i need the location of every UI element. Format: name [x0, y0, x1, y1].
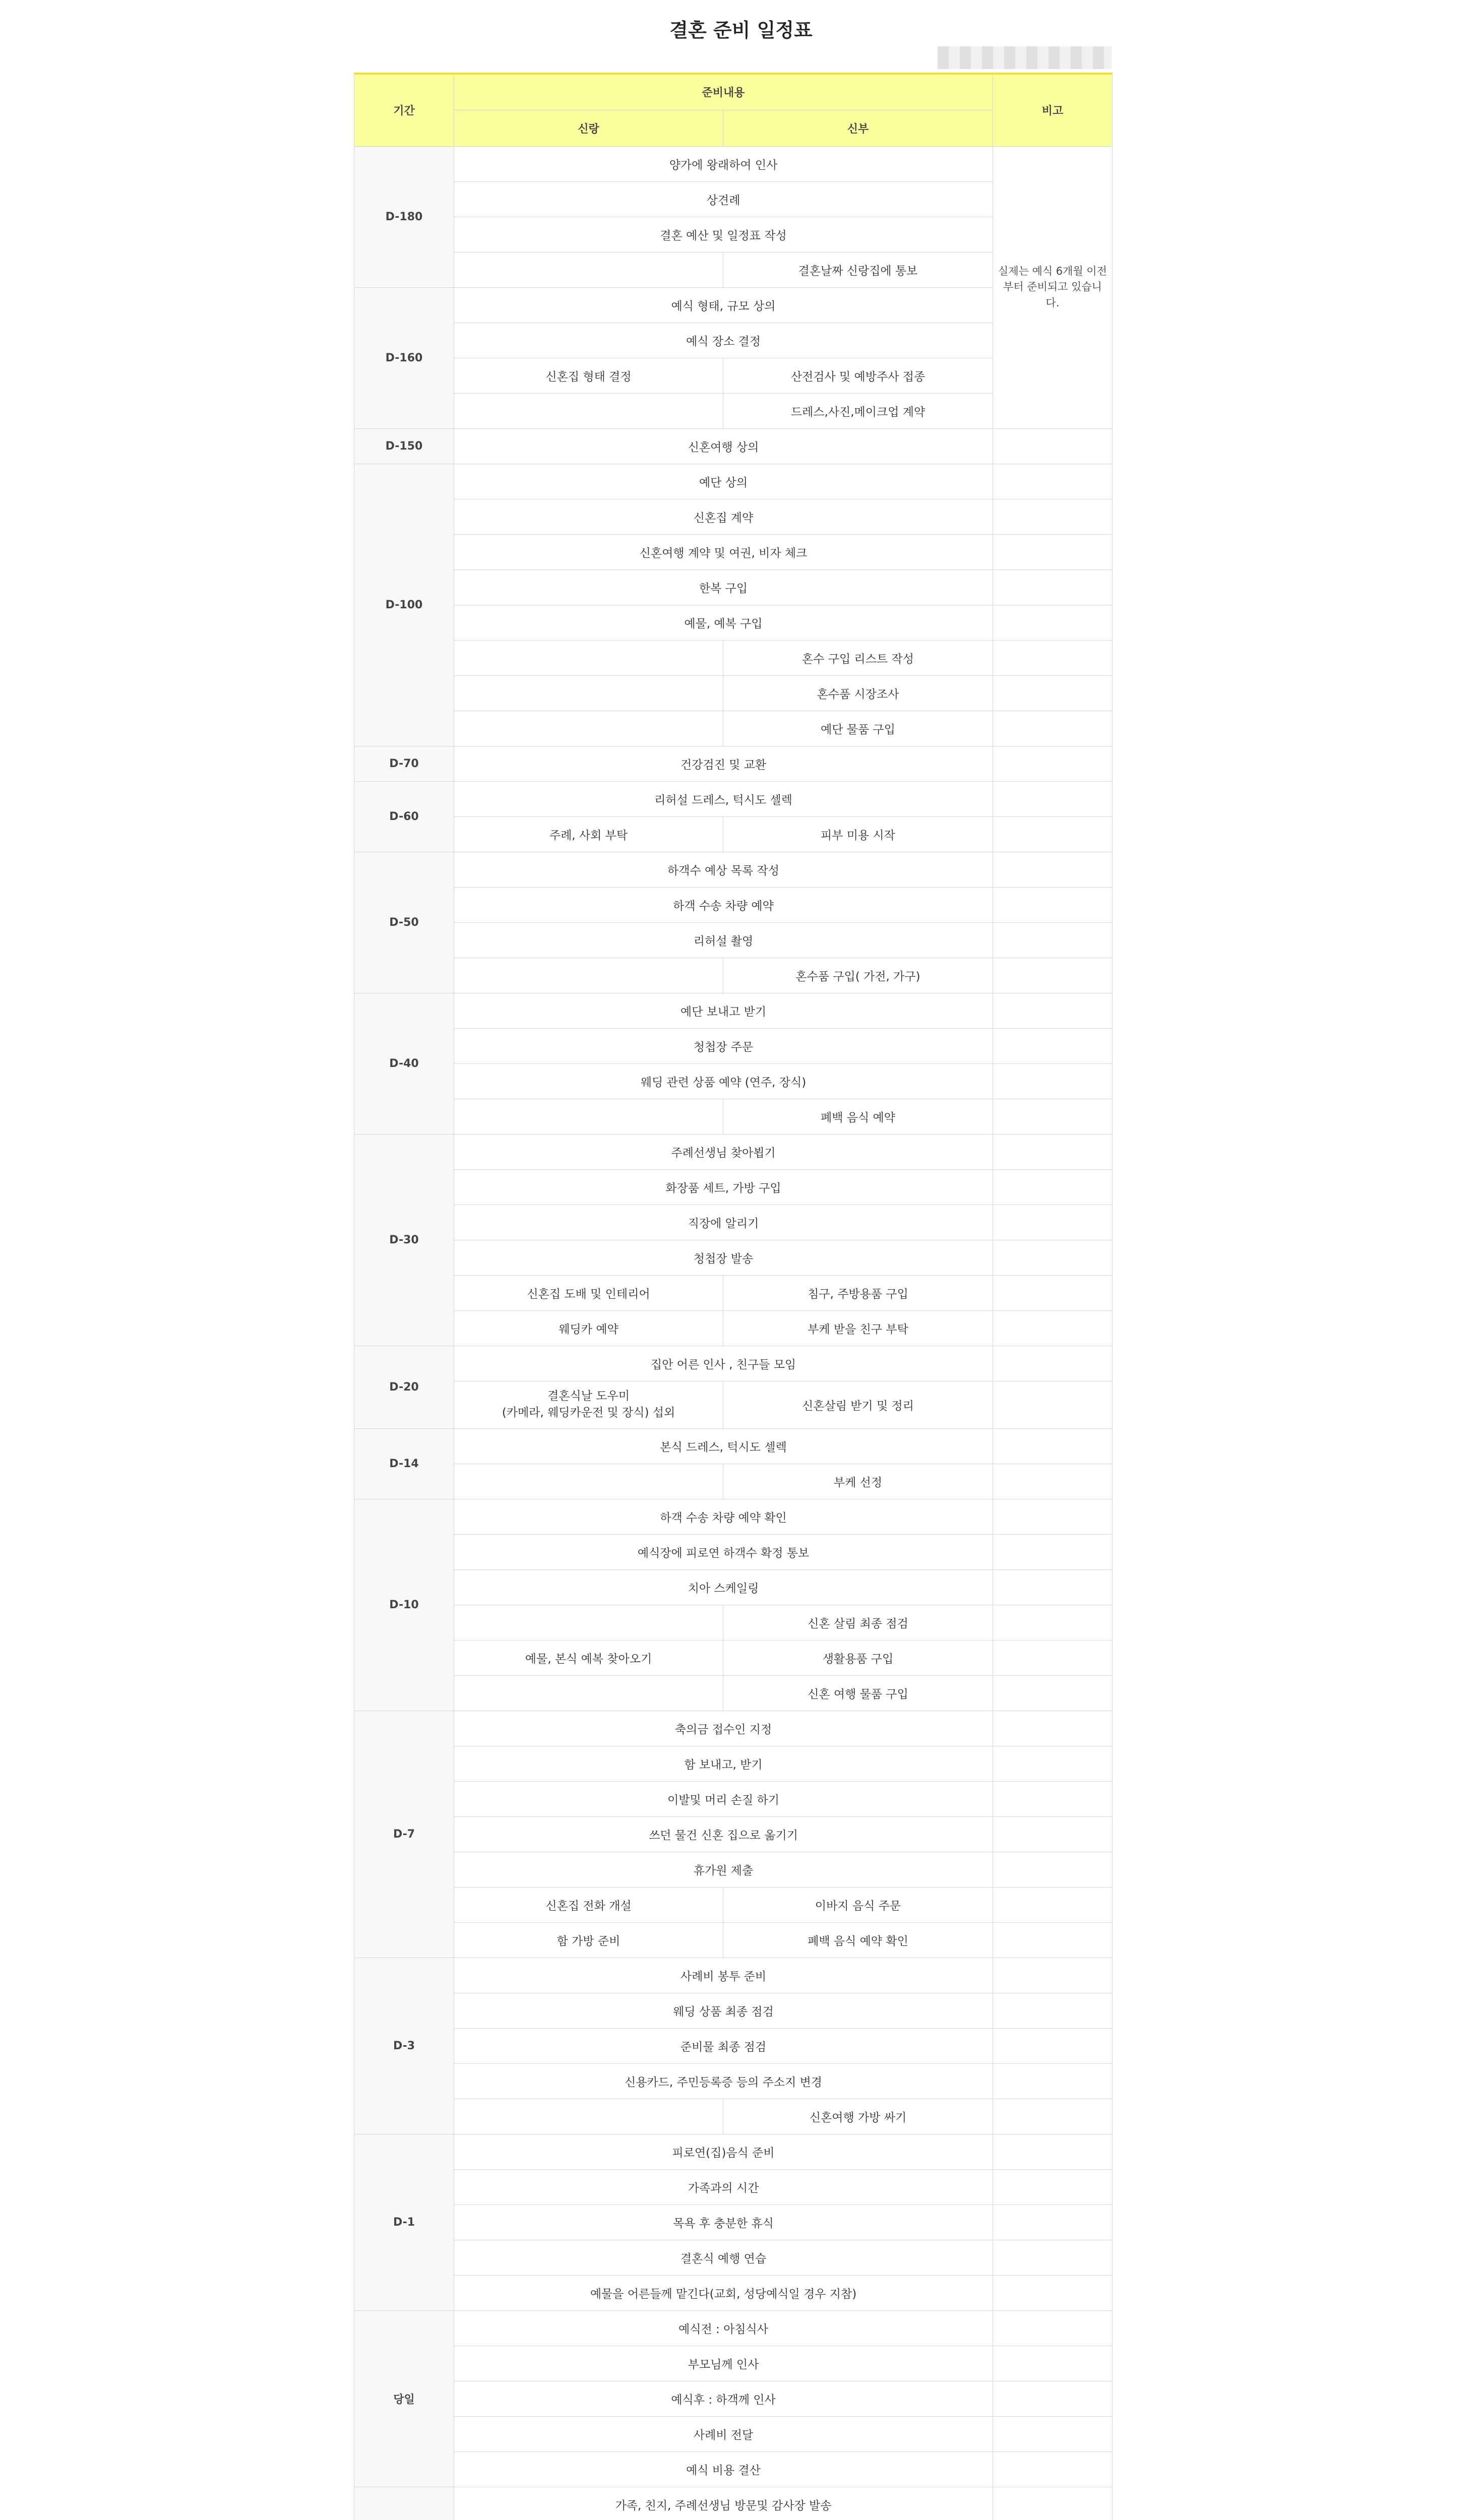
- task-groom-cell: [454, 958, 723, 993]
- task-both-cell: 신혼여행 상의: [454, 428, 993, 464]
- note-cell-empty: [993, 1346, 1113, 1381]
- note-cell-empty: [993, 1887, 1113, 1922]
- table-row: [354, 464, 1113, 499]
- note-cell-empty: [993, 1534, 1113, 1569]
- period-cell: D-7: [354, 1711, 454, 1958]
- table-row: [354, 781, 1113, 816]
- table-row: [354, 2275, 1113, 2310]
- table-row: [354, 2204, 1113, 2240]
- note-cell-empty: [993, 1205, 1113, 1240]
- task-both-cell: 결혼 예산 및 일정표 작성: [454, 217, 993, 252]
- task-both-cell: 신혼여행 계약 및 여권, 비자 체크: [454, 534, 993, 570]
- task-both-cell: 화장품 세트, 가방 구입: [454, 1169, 993, 1205]
- task-groom-cell: [454, 711, 723, 746]
- table-row: [354, 640, 1113, 675]
- table-row: [354, 1958, 1113, 1993]
- note-cell-empty: [993, 640, 1113, 675]
- table-row: [354, 1275, 1113, 1310]
- note-cell-empty: [993, 2416, 1113, 2451]
- note-cell-empty: [993, 2240, 1113, 2275]
- period-cell: D-1: [354, 2134, 454, 2310]
- table-row: [354, 570, 1113, 605]
- task-groom-cell: 주례, 사회 부탁: [454, 816, 723, 852]
- task-bride-cell: 혼수 구입 리스트 작성: [723, 640, 993, 675]
- task-bride-cell: 침구, 주방용품 구입: [723, 1275, 993, 1310]
- task-bride-cell: 부케 선정: [723, 1464, 993, 1499]
- table-row: [354, 1169, 1113, 1205]
- note-cell-empty: [993, 1569, 1113, 1605]
- task-groom-cell: 웨딩카 예약: [454, 1310, 723, 1346]
- task-groom-cell: [454, 252, 723, 287]
- table-row: [354, 2487, 1113, 2520]
- task-bride-cell: 부케 받을 친구 부탁: [723, 1310, 993, 1346]
- note-cell-empty: [993, 1640, 1113, 1675]
- note-cell-empty: [993, 1381, 1113, 1428]
- table-row: [354, 1310, 1113, 1346]
- table-row: [354, 605, 1113, 640]
- table-row: [354, 1569, 1113, 1605]
- note-cell-empty: [993, 2451, 1113, 2487]
- task-both-cell: 예물, 예복 구입: [454, 605, 993, 640]
- table-row: [354, 746, 1113, 781]
- note-cell-empty: [993, 2204, 1113, 2240]
- table-row: [354, 1922, 1113, 1958]
- task-groom-cell: 함 가방 준비: [454, 1922, 723, 1958]
- table-row: [354, 2028, 1113, 2063]
- table-body: [354, 146, 1113, 2520]
- note-cell-empty: [993, 887, 1113, 922]
- task-both-cell: 준비물 최종 점검: [454, 2028, 993, 2063]
- note-cell-empty: [993, 2275, 1113, 2310]
- table-row: [354, 993, 1113, 1028]
- note-cell-empty: [993, 958, 1113, 993]
- note-cell-empty: [993, 922, 1113, 958]
- note-cell-empty: [993, 1134, 1113, 1169]
- table-row: [354, 1675, 1113, 1711]
- note-cell-empty: [993, 781, 1113, 816]
- task-both-cell: 하객 수송 차량 예약 확인: [454, 1499, 993, 1534]
- task-both-cell: 예식전 : 아침식사: [454, 2310, 993, 2346]
- note-cell-empty: [993, 2028, 1113, 2063]
- note-cell-empty: [993, 499, 1113, 534]
- task-groom-cell: 신혼집 도배 및 인테리어: [454, 1275, 723, 1310]
- table-row: [354, 2346, 1113, 2381]
- task-bride-cell: 신혼 살림 최종 점검: [723, 1605, 993, 1640]
- task-bride-cell: 폐백 음식 예약: [723, 1099, 993, 1134]
- task-groom-cell: [454, 675, 723, 711]
- task-groom-cell: [454, 2099, 723, 2134]
- task-groom-cell: [454, 1675, 723, 1711]
- task-both-cell: 가족과의 시간: [454, 2169, 993, 2204]
- table-row: [354, 2451, 1113, 2487]
- table-row: [354, 1534, 1113, 1569]
- table-row: [354, 2381, 1113, 2416]
- task-both-cell: 하객수 예상 목록 작성: [454, 852, 993, 887]
- note-cell-empty: [993, 1816, 1113, 1852]
- table-row: [354, 1464, 1113, 1499]
- note-cell-empty: [993, 852, 1113, 887]
- task-both-cell: 예단 보내고 받기: [454, 993, 993, 1028]
- task-bride-cell: 드레스,사진,메이크업 계약: [723, 393, 993, 428]
- header-groom: 신랑: [454, 110, 723, 146]
- period-cell: D-160: [354, 287, 454, 428]
- note-cell-empty: [993, 1275, 1113, 1310]
- table-row: [354, 1240, 1113, 1275]
- table-row: [354, 1852, 1113, 1887]
- task-both-cell: 예물을 어른들께 맡긴다(교회, 성당예식일 경우 지참): [454, 2275, 993, 2310]
- table-row: [354, 2310, 1113, 2346]
- task-bride-cell: 신혼 여행 물품 구입: [723, 1675, 993, 1711]
- table-row: [354, 2169, 1113, 2204]
- table-row: [354, 2416, 1113, 2451]
- task-bride-cell: 신혼살림 받기 및 정리: [723, 1381, 993, 1428]
- task-groom-cell: [454, 393, 723, 428]
- table-header: [354, 74, 1113, 146]
- task-both-cell: 사례비 봉투 준비: [454, 1958, 993, 1993]
- table-row: [354, 1781, 1113, 1816]
- task-groom-cell: 결혼식날 도우미 (카메라, 웨딩카운전 및 장식) 섭외: [454, 1381, 723, 1428]
- table-row: [354, 1205, 1113, 1240]
- note-cell-empty: [993, 2099, 1113, 2134]
- task-both-cell: 예식후 : 하객께 인사: [454, 2381, 993, 2416]
- table-row: [354, 1381, 1113, 1428]
- note-cell-empty: [993, 1605, 1113, 1640]
- task-both-cell: 직장에 알리기: [454, 1205, 993, 1240]
- task-both-cell: 한복 구입: [454, 570, 993, 605]
- note-cell-empty: [993, 816, 1113, 852]
- note-cell-empty: [993, 1428, 1113, 1464]
- note-cell-empty: [993, 1099, 1113, 1134]
- table-row: [354, 1099, 1113, 1134]
- task-both-cell: 예식장에 피로연 하객수 확정 통보: [454, 1534, 993, 1569]
- table-row: [354, 534, 1113, 570]
- table-row: [354, 887, 1113, 922]
- task-bride-cell: 신혼여행 가방 싸기: [723, 2099, 993, 2134]
- period-cell: D-180: [354, 146, 454, 287]
- period-cell: D-100: [354, 464, 454, 746]
- note-cell-empty: [993, 1746, 1113, 1781]
- note-cell-empty: [993, 428, 1113, 464]
- table-row: [354, 1134, 1113, 1169]
- note-cell-empty: [993, 1711, 1113, 1746]
- header-period: 기간: [354, 74, 454, 146]
- table-row: [354, 1887, 1113, 1922]
- task-both-cell: 부모님께 인사: [454, 2346, 993, 2381]
- note-cell-empty: [993, 2310, 1113, 2346]
- period-cell: D-3: [354, 1958, 454, 2134]
- page-title: 결혼 준비 일정표: [669, 19, 813, 41]
- period-cell: D-14: [354, 1428, 454, 1499]
- table-row: [354, 1346, 1113, 1381]
- task-both-cell: 함 보내고, 받기: [454, 1746, 993, 1781]
- period-cell: D-20: [354, 1346, 454, 1428]
- task-both-cell: 하객 수송 차량 예약: [454, 887, 993, 922]
- header-bride: 신부: [723, 110, 993, 146]
- note-cell-empty: [993, 993, 1113, 1028]
- task-bride-cell: 생활용품 구입: [723, 1640, 993, 1675]
- task-bride-cell: 산전검사 및 예방주사 접종: [723, 358, 993, 393]
- period-cell: D-10: [354, 1499, 454, 1711]
- table-row: [354, 2134, 1113, 2169]
- task-both-cell: 웨딩 상품 최종 점검: [454, 1993, 993, 2028]
- table-row: [354, 922, 1113, 958]
- note-cell-empty: [993, 1675, 1113, 1711]
- task-groom-cell: [454, 1099, 723, 1134]
- header-note: 비고: [993, 74, 1113, 146]
- table-row: [354, 499, 1113, 534]
- task-both-cell: 리허설 드레스, 턱시도 셀렉: [454, 781, 993, 816]
- note-cell-empty: [993, 675, 1113, 711]
- task-both-cell: 양가에 왕래하여 인사: [454, 146, 993, 181]
- note-cell-empty: [993, 1993, 1113, 2028]
- task-bride-cell: 혼수품 구입( 가전, 가구): [723, 958, 993, 993]
- task-both-cell: 피로연(집)음식 준비: [454, 2134, 993, 2169]
- task-bride-cell: 예단 물품 구입: [723, 711, 993, 746]
- table-row: [354, 1640, 1113, 1675]
- table-row: [354, 2240, 1113, 2275]
- task-both-cell: 신용카드, 주민등록증 등의 주소지 변경: [454, 2063, 993, 2099]
- table-row: [354, 1428, 1113, 1464]
- period-cell: D-30: [354, 1134, 454, 1346]
- table-row: [354, 1063, 1113, 1099]
- table-row: [354, 428, 1113, 464]
- note-cell-empty: [993, 1028, 1113, 1063]
- table-row: [354, 1028, 1113, 1063]
- task-both-cell: 치아 스케일링: [454, 1569, 993, 1605]
- task-both-cell: 예식 비용 결산: [454, 2451, 993, 2487]
- note-cell-empty: [993, 1464, 1113, 1499]
- note-cell-empty: [993, 2381, 1113, 2416]
- task-groom-cell: 신혼집 형태 결정: [454, 358, 723, 393]
- note-cell-empty: [993, 534, 1113, 570]
- note-cell-empty: [993, 2169, 1113, 2204]
- note-cell-empty: [993, 570, 1113, 605]
- task-both-cell: 가족, 친지, 주례선생님 방문및 감사장 발송: [454, 2487, 993, 2520]
- period-cell: D-150: [354, 428, 454, 464]
- note-cell-empty: [993, 2346, 1113, 2381]
- period-cell: [354, 2487, 454, 2520]
- task-groom-cell: 신혼집 전화 개설: [454, 1887, 723, 1922]
- task-both-cell: 집안 어른 인사 , 친구들 모임: [454, 1346, 993, 1381]
- task-both-cell: 휴가원 제출: [454, 1852, 993, 1887]
- task-groom-cell: [454, 1464, 723, 1499]
- task-both-cell: 주례선생님 찾아뵙기: [454, 1134, 993, 1169]
- task-both-cell: 결혼식 예행 연습: [454, 2240, 993, 2275]
- task-both-cell: 웨딩 관련 상품 예약 (연주, 장식): [454, 1063, 993, 1099]
- note-cell-empty: [993, 1852, 1113, 1887]
- period-cell: D-70: [354, 746, 454, 781]
- blurred-watermark: [938, 46, 1112, 69]
- period-cell: D-50: [354, 852, 454, 993]
- task-bride-cell: 피부 미용 시작: [723, 816, 993, 852]
- table-row: [354, 1746, 1113, 1781]
- task-groom-cell: 예물, 본식 예복 찾아오기: [454, 1640, 723, 1675]
- task-both-cell: 신혼집 계약: [454, 499, 993, 534]
- task-both-cell: 건강검진 및 교환: [454, 746, 993, 781]
- task-bride-cell: 결혼날짜 신랑집에 통보: [723, 252, 993, 287]
- task-both-cell: 예식 장소 결정: [454, 323, 993, 358]
- note-cell-empty: [993, 2063, 1113, 2099]
- table-row: [354, 1499, 1113, 1534]
- table-row: [354, 1605, 1113, 1640]
- task-both-cell: 사례비 전달: [454, 2416, 993, 2451]
- table-row: [354, 852, 1113, 887]
- task-both-cell: 본식 드레스, 턱시도 셀렉: [454, 1428, 993, 1464]
- task-both-cell: 청첩장 주문: [454, 1028, 993, 1063]
- note-cell: 실제는 예식 6개월 이전부터 준비되고 있습니다.: [993, 146, 1113, 428]
- table-row: [354, 675, 1113, 711]
- note-cell-empty: [993, 464, 1113, 499]
- task-both-cell: 예단 상의: [454, 464, 993, 499]
- task-both-cell: 쓰던 물건 신혼 집으로 옮기기: [454, 1816, 993, 1852]
- schedule-table: [354, 73, 1113, 2520]
- task-groom-cell: [454, 1605, 723, 1640]
- note-cell-empty: [993, 1240, 1113, 1275]
- task-bride-cell: 폐백 음식 예약 확인: [723, 1922, 993, 1958]
- period-cell: 당일: [354, 2310, 454, 2487]
- task-both-cell: 상견례: [454, 181, 993, 217]
- note-cell-empty: [993, 1063, 1113, 1099]
- task-both-cell: 예식 형태, 규모 상의: [454, 287, 993, 323]
- table-row: [354, 2063, 1113, 2099]
- task-both-cell: 목욕 후 충분한 휴식: [454, 2204, 993, 2240]
- table-row: [354, 1993, 1113, 2028]
- note-cell-empty: [993, 1169, 1113, 1205]
- task-bride-cell: 이바지 음식 주문: [723, 1887, 993, 1922]
- period-cell: D-60: [354, 781, 454, 852]
- table-row: [354, 816, 1113, 852]
- table-row: [354, 1711, 1113, 1746]
- note-cell-empty: [993, 1499, 1113, 1534]
- note-cell-empty: [993, 2134, 1113, 2169]
- table-row: [354, 1816, 1113, 1852]
- note-cell-empty: [993, 605, 1113, 640]
- task-both-cell: 이발및 머리 손질 하기: [454, 1781, 993, 1816]
- table-row: [354, 958, 1113, 993]
- note-cell-empty: [993, 746, 1113, 781]
- period-cell: D-40: [354, 993, 454, 1134]
- table-row: [354, 2099, 1113, 2134]
- task-both-cell: 축의금 접수인 지정: [454, 1711, 993, 1746]
- task-groom-cell: [454, 640, 723, 675]
- note-cell-empty: [993, 2487, 1113, 2520]
- task-both-cell: 청첩장 발송: [454, 1240, 993, 1275]
- note-cell-empty: [993, 1958, 1113, 1993]
- note-cell-empty: [993, 1310, 1113, 1346]
- table-row: [354, 711, 1113, 746]
- note-cell-empty: [993, 1922, 1113, 1958]
- task-bride-cell: 혼수품 시장조사: [723, 675, 993, 711]
- note-cell-empty: [993, 711, 1113, 746]
- task-both-cell: 리허설 촬영: [454, 922, 993, 958]
- table-row: [354, 146, 1113, 181]
- note-cell-empty: [993, 1781, 1113, 1816]
- header-content: 준비내용: [454, 74, 993, 110]
